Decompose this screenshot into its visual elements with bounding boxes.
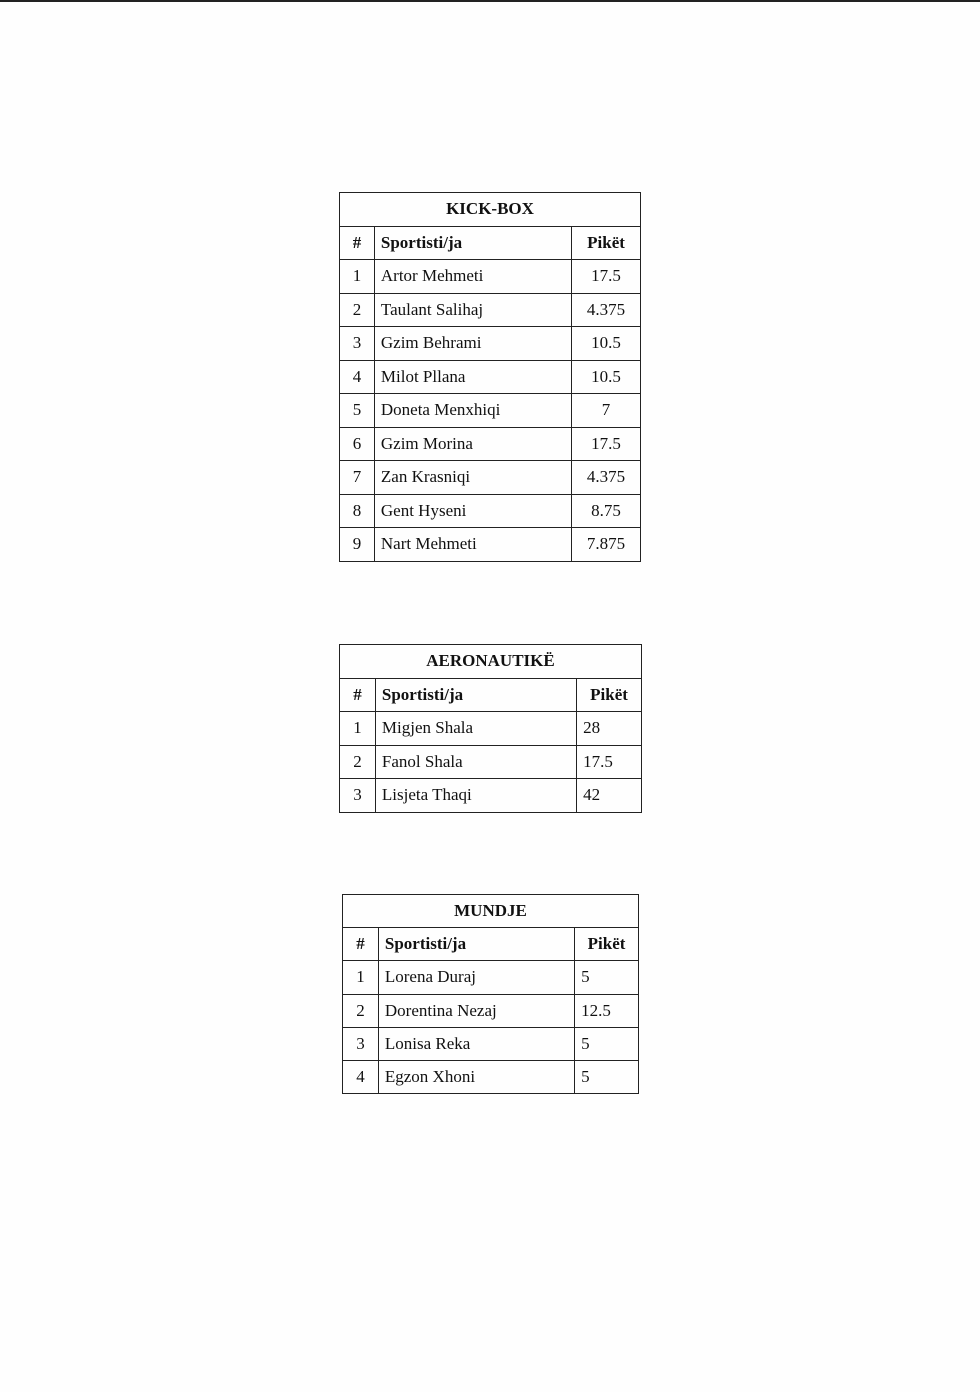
row-num: 1 (343, 961, 379, 994)
table-row (343, 1027, 639, 1060)
table-row (340, 712, 642, 746)
header-num: # (340, 226, 375, 260)
row-name: Taulant Salihaj (374, 293, 571, 327)
row-name: Egzon Xhoni (378, 1060, 574, 1093)
table-row (340, 461, 641, 495)
row-num: 7 (340, 461, 375, 495)
row-points: 7.875 (572, 528, 641, 562)
row-num: 1 (340, 712, 376, 746)
table-row (340, 427, 641, 461)
row-num: 2 (340, 745, 376, 779)
row-points: 5 (575, 961, 639, 994)
row-points: 10.5 (572, 327, 641, 361)
table-header-row (340, 226, 641, 260)
row-num: 2 (340, 293, 375, 327)
table-title-row (340, 645, 642, 679)
kickbox-table (339, 192, 641, 562)
table-row (340, 394, 641, 428)
table-row (343, 961, 639, 994)
table-title-row (340, 193, 641, 227)
row-points: 10.5 (572, 360, 641, 394)
row-points: 12.5 (575, 994, 639, 1027)
table-row (340, 360, 641, 394)
row-name: Lorena Duraj (378, 961, 574, 994)
row-points: 4.375 (572, 293, 641, 327)
header-name: Sportisti/ja (375, 678, 576, 712)
table-title: MUNDJE (343, 895, 639, 928)
header-name: Sportisti/ja (374, 226, 571, 260)
row-num: 3 (340, 779, 376, 813)
row-name: Migjen Shala (375, 712, 576, 746)
table-row (343, 994, 639, 1027)
header-points: Pikët (577, 678, 642, 712)
row-num: 4 (340, 360, 375, 394)
row-num: 2 (343, 994, 379, 1027)
table-row (340, 494, 641, 528)
table-row (340, 260, 641, 294)
row-num: 1 (340, 260, 375, 294)
header-name: Sportisti/ja (378, 928, 574, 961)
row-name: Gent Hyseni (374, 494, 571, 528)
table-row (340, 745, 642, 779)
header-num: # (340, 678, 376, 712)
aeronautike-table (339, 644, 642, 813)
table-row (340, 779, 642, 813)
table-row (340, 293, 641, 327)
row-name: Artor Mehmeti (374, 260, 571, 294)
table-title-row (343, 895, 639, 928)
row-points: 8.75 (572, 494, 641, 528)
row-name: Dorentina Nezaj (378, 994, 574, 1027)
row-name: Fanol Shala (375, 745, 576, 779)
row-num: 8 (340, 494, 375, 528)
row-points: 17.5 (572, 427, 641, 461)
table-row (343, 1060, 639, 1093)
row-points: 4.375 (572, 461, 641, 495)
row-points: 28 (577, 712, 642, 746)
row-name: Gzim Morina (374, 427, 571, 461)
row-points: 17.5 (577, 745, 642, 779)
mundje-table (342, 894, 639, 1094)
header-num: # (343, 928, 379, 961)
row-name: Gzim Behrami (374, 327, 571, 361)
table-title: AERONAUTIKË (340, 645, 642, 679)
row-name: Doneta Menxhiqi (374, 394, 571, 428)
table-header-row (340, 678, 642, 712)
table-row (340, 327, 641, 361)
row-points: 5 (575, 1060, 639, 1093)
row-name: Lonisa Reka (378, 1027, 574, 1060)
header-points: Pikët (575, 928, 639, 961)
row-num: 5 (340, 394, 375, 428)
row-name: Lisjeta Thaqi (375, 779, 576, 813)
row-points: 42 (577, 779, 642, 813)
header-points: Pikët (572, 226, 641, 260)
table-header-row (343, 928, 639, 961)
row-num: 3 (343, 1027, 379, 1060)
row-points: 17.5 (572, 260, 641, 294)
row-name: Nart Mehmeti (374, 528, 571, 562)
table-row (340, 528, 641, 562)
row-name: Zan Krasniqi (374, 461, 571, 495)
row-points: 5 (575, 1027, 639, 1060)
row-num: 3 (340, 327, 375, 361)
row-num: 9 (340, 528, 375, 562)
row-num: 4 (343, 1060, 379, 1093)
row-points: 7 (572, 394, 641, 428)
table-title: KICK-BOX (340, 193, 641, 227)
row-name: Milot Pllana (374, 360, 571, 394)
row-num: 6 (340, 427, 375, 461)
